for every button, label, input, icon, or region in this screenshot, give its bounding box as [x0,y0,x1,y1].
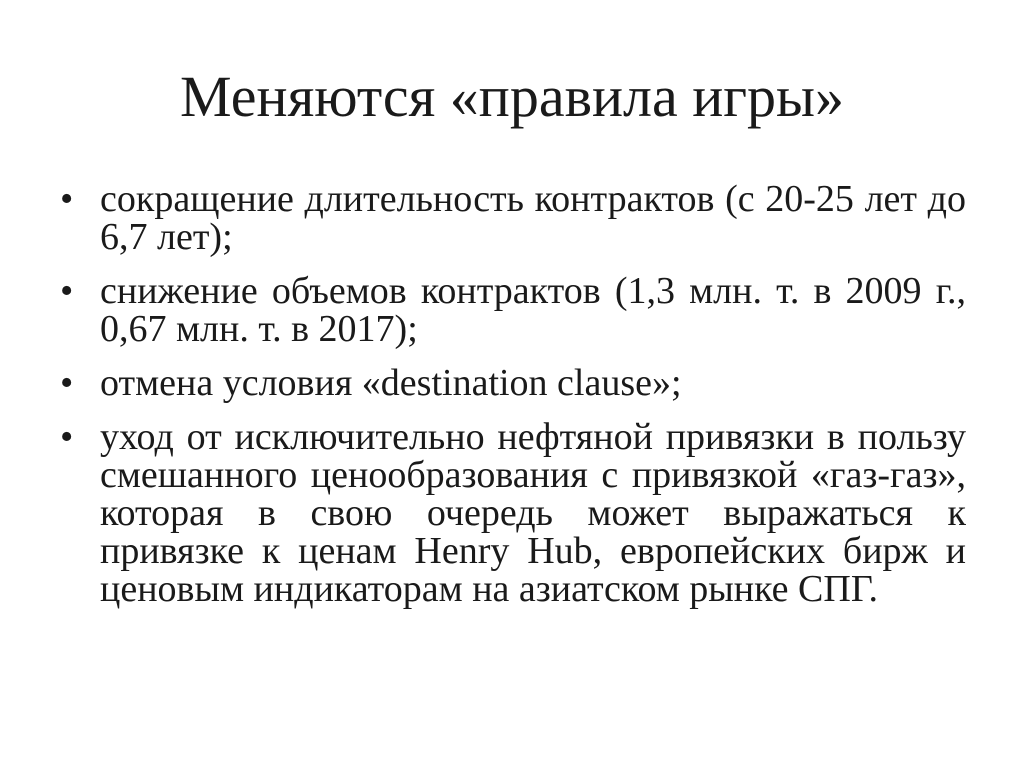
bullet-item-destination-clause [60,364,966,402]
bullet-text: сокращение длительность контрактов (с 20-25 лет до 6,7 лет); [100,178,966,258]
bullet-item-contract-duration [60,180,966,256]
bullet-text: отмена условия «destination clause»; [100,362,682,404]
bullet-icon: • [60,362,74,404]
bullet-item-contract-volume [60,272,966,348]
bullet-icon: • [60,178,74,220]
bullet-text: снижение объемов контрактов (1,3 млн. т. в 2009 г., 0,67 млн. т. в 2017); [100,270,966,350]
bullet-list [60,180,966,624]
bullet-item-pricing [60,418,966,608]
bullet-icon: • [60,416,74,458]
slide-title: Меняются «правила игры» [180,64,844,129]
bullet-text: уход от исключительно нефтяной привязки в пользу смешанного ценообразования с привязкой «газ-газ», которая в свою очередь может выражаться к привязке к ценам Henry Hub, европейских бирж и ценовым индикаторам на азиатском рынке СПГ. [100,416,966,610]
bullet-icon: • [60,270,74,312]
